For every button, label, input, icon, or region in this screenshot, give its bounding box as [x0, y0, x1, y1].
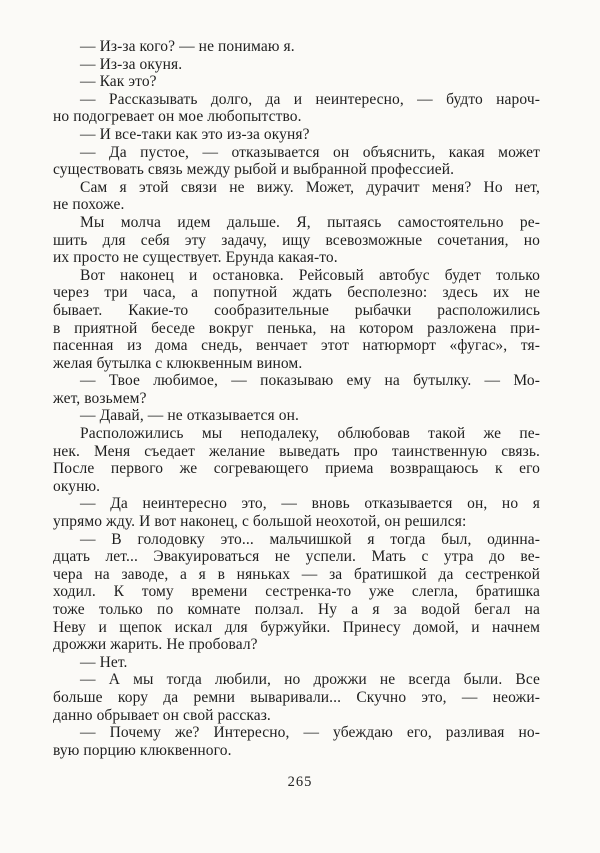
text-line: нек. Меня съедает желание выведать про таинственную связь. — [53, 442, 540, 460]
text-line: данно обрывает он свой рассказ. — [53, 706, 271, 724]
paragraph — [53, 267, 540, 373]
text-line: ходил. К тому времени сестренка-то уже слегла, братишка — [53, 583, 540, 601]
text-line: — Рассказывать долго, да и неинтересно, — будто нароч- — [80, 90, 540, 108]
text-line: — Почему же? Интересно, — убеждаю его, разливая но- — [80, 724, 540, 742]
text-line: — Нет. — [80, 653, 128, 671]
page-text — [53, 38, 540, 759]
paragraph — [53, 56, 540, 74]
paragraph — [53, 372, 540, 407]
text-line: через три часа, а попутной ждать бесполезно: здесь их не — [53, 284, 540, 302]
text-line: — А мы тогда любили, но дрожжи не всегда были. Все — [80, 671, 540, 689]
text-line: Мы молча идем дальше. Я, пытаясь самостоятельно ре- — [80, 213, 540, 231]
paragraph — [53, 671, 540, 724]
text-line: но подогревает он мое любопытство. — [53, 108, 302, 126]
text-line: их просто не существует. Ерунда какая-то. — [53, 249, 338, 267]
paragraph — [53, 144, 540, 179]
paragraph — [53, 91, 540, 126]
paragraph — [53, 654, 540, 672]
text-line: существовать связь между рыбой и выбранной профессией. — [53, 161, 455, 179]
text-line: Сам я этой связи не вижу. Может, дурачит меня? Но нет, — [80, 178, 540, 196]
text-line: жет, возьмем? — [53, 389, 147, 407]
paragraph — [53, 531, 540, 654]
text-line: пасенная из дома снедь, венчает этот натюрморт «фугас», тя- — [53, 337, 540, 355]
paragraph — [53, 407, 540, 425]
paragraph — [53, 179, 540, 214]
paragraph — [53, 214, 540, 267]
text-line: в приятной беседе вокруг пенька, на котором разложена при- — [53, 319, 540, 337]
text-line: дрожжи жарить. Не пробовал? — [53, 636, 258, 654]
text-line: Неву и щепок искал для буржуйки. Принесу домой, и начнем — [53, 618, 540, 636]
text-line: больше кору да ремни вываривали... Скучно это, — неожи- — [53, 688, 540, 706]
text-line: вую порцию клюквенного. — [53, 741, 232, 759]
text-line: — Из-за окуня. — [80, 55, 183, 73]
text-line: упрямо жду. И вот наконец, с большой неохотой, он решился: — [53, 513, 467, 531]
text-line: — Из-за кого? — не понимаю я. — [80, 38, 295, 55]
text-line: — Давай, — не отказывается он. — [80, 407, 299, 425]
text-line: чера на заводе, а я в няньках — за братишкой да сестренкой — [53, 565, 540, 583]
text-line: — В голодовку это... мальчишкой я тогда был, одинна- — [80, 530, 540, 548]
text-line: не похоже. — [53, 196, 125, 214]
text-line: — Как это? — [80, 73, 157, 91]
text-line: — И все-таки как это из-за окуня? — [80, 125, 310, 143]
text-line: желая бутылка с клюквенным вином. — [53, 354, 303, 372]
paragraph — [53, 425, 540, 495]
text-line: окуню. — [53, 477, 101, 495]
paragraph — [53, 495, 540, 530]
paragraph — [53, 126, 540, 144]
paragraph — [53, 38, 540, 56]
paragraph — [53, 73, 540, 91]
text-line: Расположились мы неподалеку, облюбовав такой же пе- — [80, 425, 540, 443]
text-line: После первого же согревающего приема возвращаюсь к его — [53, 460, 540, 478]
text-line: — Да неинтересно это, — вновь отказывается он, но я — [80, 495, 540, 513]
text-line: Вот наконец и остановка. Рейсовый автобус будет только — [80, 266, 540, 284]
text-line: дцать лет... Эвакуироваться не успели. Мать с утра до ве- — [53, 548, 540, 566]
text-line: тоже только по комнате ползал. Ну а я за водой бегал на — [53, 601, 540, 618]
text-line: — Твое любимое, — показываю ему на бутылку. — Мо- — [80, 372, 540, 390]
page-number: 265 — [287, 774, 313, 790]
paragraph — [53, 724, 540, 759]
text-line: шить для себя эту задачу, ищу всевозможные сочетания, но — [53, 231, 540, 249]
text-line: бывает. Какие-то сообразительные рыбачки расположились — [53, 301, 540, 319]
text-line: — Да пустое, — отказывается он объяснить, какая может — [80, 143, 540, 161]
